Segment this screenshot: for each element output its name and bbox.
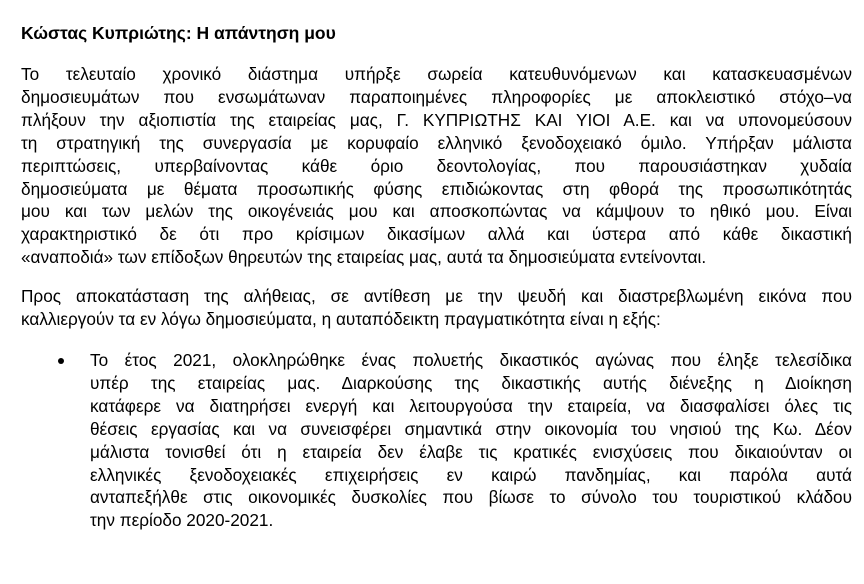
paragraph-line: μου και των μελών της οικογένειάς μου και αποσκοπώντας να κάμψουν το ηθικό μου. Είναι: [21, 201, 852, 222]
bullet-line: ανταπεξήλθε στις οικονομικές δυσκολίες που βίωσε το σύνολο του τουριστικού κλάδου: [90, 487, 852, 508]
paragraph-line: Προς αποκατάσταση της αλήθειας, σε αντίθεση με την ψευδή και διαστρεβλωμένη εικόνα που: [21, 286, 852, 307]
article-title: Κώστας Κυπριώτης: Η απάντηση μου: [21, 23, 336, 43]
bullet-line: μάλιστα τονισθεί ότι η εταιρεία δεν έλαβε τις κρατικές ενισχύσεις που δικαιούνταν οι: [90, 441, 852, 462]
paragraph-truth: [21, 285, 852, 331]
bullet-list: [21, 349, 852, 532]
paragraph-line: δημοσιευμάτων που ενσωμάτωναν παραποιημένες πληροφορίες με αποκλειστικό στόχο–να: [21, 86, 852, 107]
bullet-line: θέσεις εργασίας και να συνεισφέρει σημαντικά στην οικονομία του νησιού της Κω. Δέον: [90, 418, 852, 439]
paragraph-intro: [21, 63, 852, 269]
bullet-line: κατάφερε να διατηρήσει ενεργή και λειτουργούσα την εταιρεία, να διασφαλίσει όλες τις: [90, 395, 852, 416]
paragraph-line: χαρακτηριστικό δε ότι προ κρίσιμων δικασίμων αλλά και ύστερα από κάθε δικαστική: [21, 224, 852, 245]
paragraph-line: πλήξουν την αξιοπιστία της εταιρείας μας, Γ. ΚΥΠΡΙΩΤΗΣ ΚΑΙ ΥΙΟΙ Α.Ε. και να υπονομεύσουν: [21, 109, 852, 130]
bullet-line: την περίοδο 2020-2021.: [90, 510, 274, 531]
paragraph-line: τη στρατηγική της συνεργασία με κορυφαίο ελληνικό ξενοδοχειακό όμιλο. Υπήρξαν μάλιστα: [21, 132, 852, 153]
paragraph-line: δημοσιεύματα με θέματα προσωπικής φύσης επιδιώκοντας στη φθορά της προσωπικότητάς: [21, 178, 852, 199]
paragraph-line: «αναποδιά» των επίδοξων θηρευτών της εταιρείας μας, αυτά τα δημοσιεύματα εντείνονται.: [21, 247, 707, 268]
bullet-icon: [58, 358, 64, 364]
paragraph-line: Το τελευταίο χρονικό διάστημα υπήρξε σωρεία κατευθυνόμενων και κατασκευασμένων: [21, 64, 852, 84]
bullet-item: [21, 349, 852, 532]
bullet-line: ελληνικές ξενοδοχειακές επιχειρήσεις εν καιρώ πανδημίας, και παρόλα αυτά: [90, 464, 852, 485]
bullet-line: Το έτος 2021, ολοκληρώθηκε ένας πολυετής δικαστικός αγώνας που έληξε τελεσίδικα: [90, 349, 852, 370]
bullet-line: υπέρ της εταιρείας μας. Διαρκούσης της δικαστικής αυτής διένεξης η Διοίκηση: [90, 372, 852, 393]
paragraph-line: περιπτώσεις, υπερβαίνοντας κάθε όριο δεοντολογίας, που παρουσιάστηκαν χυδαία: [21, 155, 852, 176]
paragraph-line: καλλιεργούν τα εν λόγω δημοσιεύματα, η αυταπόδεικτη πραγματικότητα είναι η εξής:: [21, 309, 661, 330]
